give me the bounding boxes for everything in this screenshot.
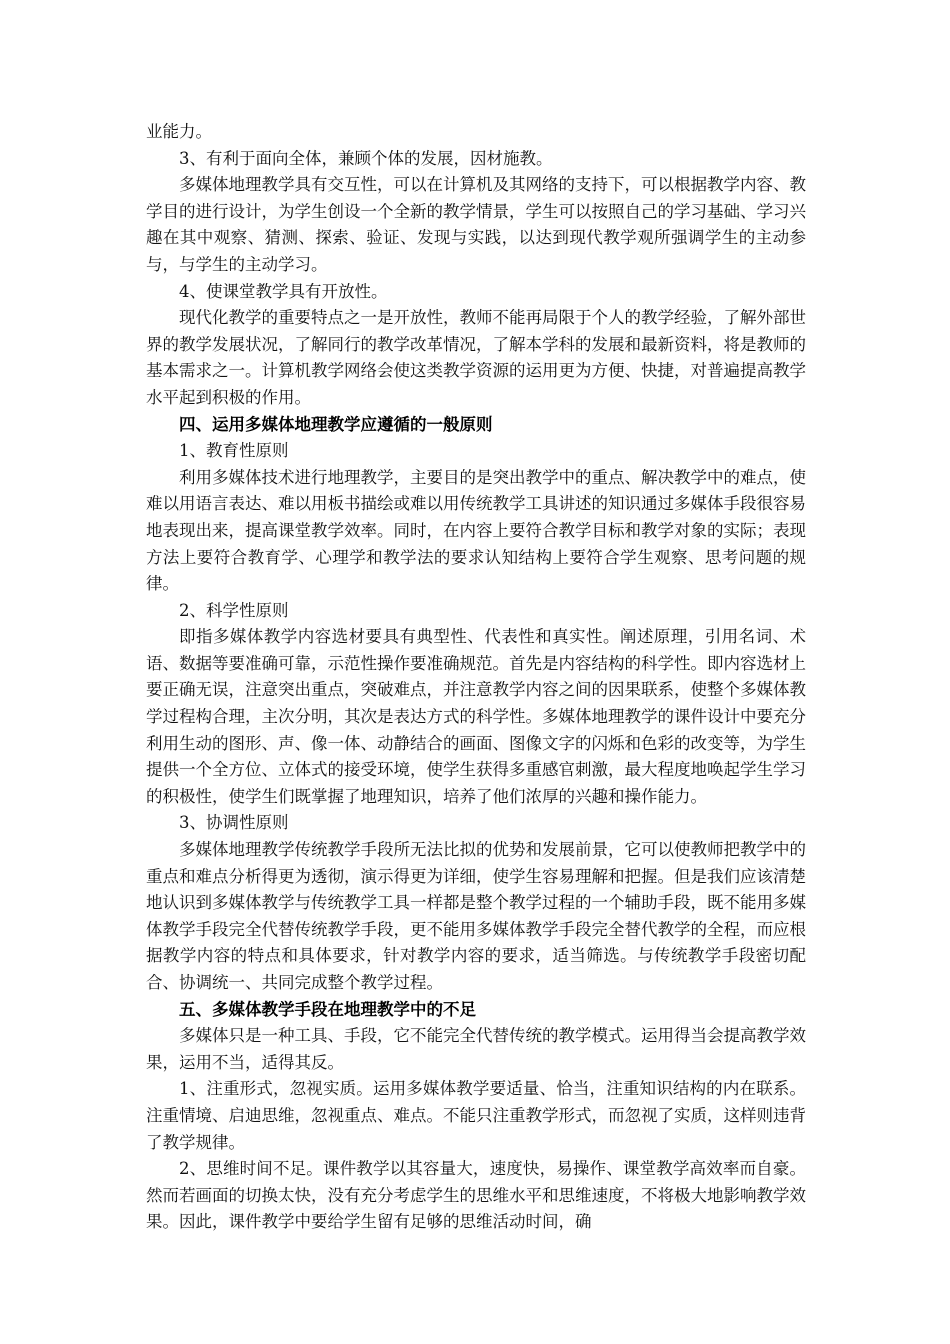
document-page: [146, 119, 806, 1236]
subheading-principle-3: 3、协调性原则: [179, 813, 289, 833]
subheading-item-3: 3、有利于面向全体，兼顾个体的发展，因材施教。: [179, 148, 553, 168]
paragraph-educational-principle: 利用多媒体技术进行地理教学，主要目的是突出教学中的重点、解决教学中的难点，使难以用语言表达、难以用板书描绘或难以用传统教学工具讲述的知识通过多媒体手段很容易地表现出来，提高课堂教学效率。同时，在内容上要符合教学目标和教学对象的实际；表现方法上要符合教育学、心理学和教学法的要求认知结构上要符合学生观察、思考问题的规律。: [146, 467, 806, 594]
paragraph-multimedia-tool: 多媒体只是一种工具、手段，它不能完全代替传统的教学模式。运用得当会提高教学效果，运用不当，适得其反。: [146, 1026, 806, 1072]
subheading-item-4: 4、使课堂教学具有开放性。: [179, 281, 388, 301]
paragraph-interactivity: 多媒体地理教学具有交互性，可以在计算机及其网络的支持下，可以根据教学内容、教学目的进行设计，为学生创设一个全新的教学情景，学生可以按照自己的学习基础、学习兴趣在其中观察、猜测、探索、验证、发现与实践，以达到现代教学观所强调学生的主动参与，与学生的主动学习。: [146, 175, 806, 274]
subheading-principle-2: 2、科学性原则: [179, 600, 289, 620]
subheading-principle-1: 1、教育性原则: [179, 441, 289, 461]
paragraph-shortcoming-1: 1、注重形式，忽视实质。运用多媒体教学要适量、恰当，注重知识结构的内在联系。注重情境、启迪思维，忽视重点、难点。不能只注重教学形式，而忽视了实质，这样则违背了教学规律。: [146, 1079, 806, 1152]
paragraph-continuation: 业能力。: [146, 122, 212, 141]
paragraph-openness: 现代化教学的重要特点之一是开放性，教师不能再局限于个人的教学经验，了解外部世界的教学发展状况，了解同行的教学改革情况，了解本学科的发展和最新资料，将是教师的基本需求之一。计算机教学网络会使这类教学资源的运用更为方便、快捷，对普遍提高教学水平起到积极的作用。: [146, 308, 806, 407]
section-heading-4: 四、运用多媒体地理教学应遵循的一般原则: [179, 414, 493, 434]
paragraph-scientific-principle: 即指多媒体教学内容选材要具有典型性、代表性和真实性。阐述原理，引用名词、术语、数据等要准确可靠，示范性操作要准确规范。首先是内容结构的科学性。即内容选材上要正确无误，注意突出重点，突破难点，并注意教学内容之间的因果联系，使整个多媒体教学过程构合理，主次分明，其次是表达方式的科学性。多媒体地理教学的课件设计中要充分利用生动的图形、声、像一体、动静结合的画面、图像文字的闪烁和色彩的改变等，为学生提供一个全方位、立体式的接受环境，使学生获得多重感官刺激，最大程度地唤起学生学习的积极性，使学生们既掌握了地理知识，培养了他们浓厚的兴趣和操作能力。: [146, 627, 806, 806]
paragraph-shortcoming-2: 2、思维时间不足。课件教学以其容量大，速度快，易操作、课堂教学高效率而自豪。然而若画面的切换太快，没有充分考虑学生的思维水平和思维速度，不将极大地影响教学效果。因此，课件教学中要给学生留有足够的思维活动时间，确: [146, 1159, 806, 1232]
paragraph-coordination-principle: 多媒体地理教学传统教学手段所无法比拟的优势和发展前景，它可以使教师把教学中的重点和难点分析得更为透彻，演示得更为详细，使学生容易理解和把握。但是我们应该清楚地认识到多媒体教学与传统教学工具一样都是整个教学过程的一个辅助手段，既不能用多媒体教学手段完全代替传统教学手段，更不能用多媒体教学手段完全替代教学的全程，而应根据教学内容的特点和具体要求，针对教学内容的要求，适当筛选。与传统教学手段密切配合、协调统一、共同完成整个教学过程。: [146, 840, 806, 992]
section-heading-5: 五、多媒体教学手段在地理教学中的不足: [179, 999, 476, 1019]
